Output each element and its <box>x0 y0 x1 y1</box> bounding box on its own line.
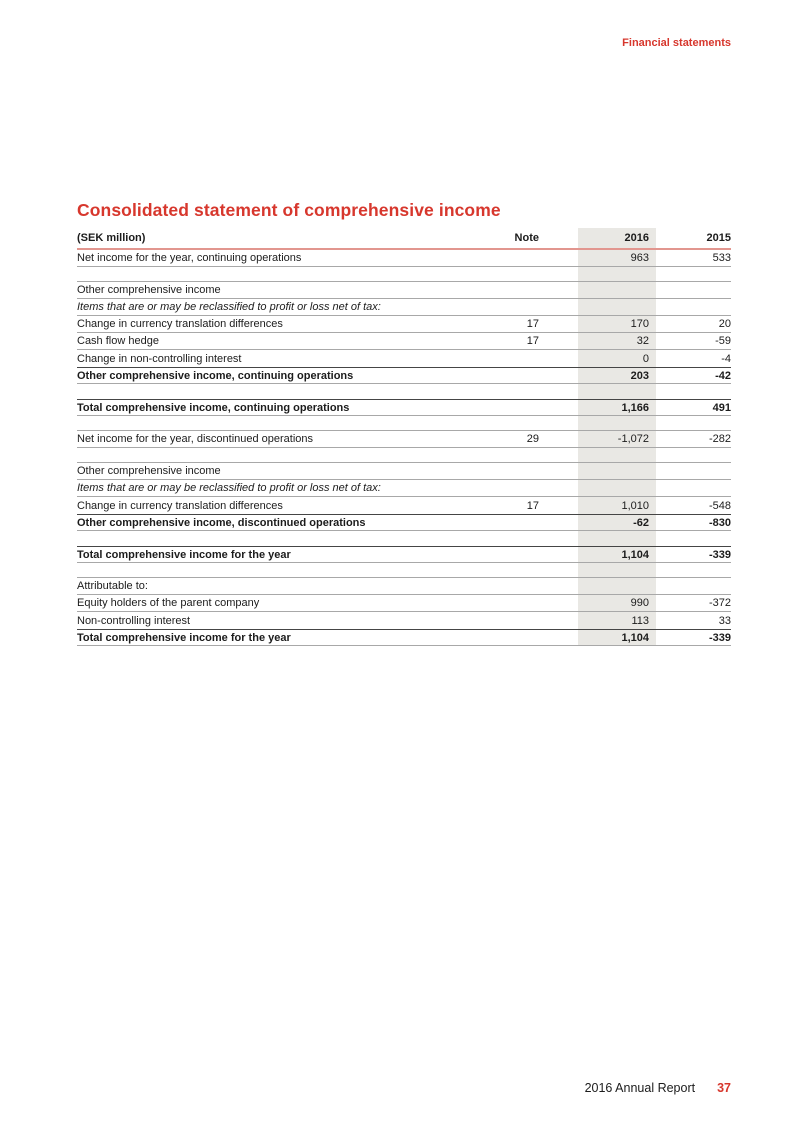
row-value-2015: 533 <box>712 252 731 264</box>
table-row <box>77 384 731 399</box>
row-value-2016: 990 <box>630 597 649 609</box>
row-value-2016: 203 <box>630 369 649 382</box>
row-value-2015: -339 <box>708 548 731 561</box>
row-label: Other comprehensive income, discontinued operations <box>77 516 366 529</box>
table-row <box>77 546 731 563</box>
table-row <box>77 267 731 282</box>
footer-report-title: 2016 Annual Report <box>584 1081 696 1095</box>
row-label: Total comprehensive income for the year <box>77 631 291 644</box>
row-note: 17 <box>526 318 539 330</box>
row-label: Cash flow hedge <box>77 335 159 347</box>
row-value-2016: 1,010 <box>621 499 649 512</box>
row-value-2016: 963 <box>630 252 649 264</box>
row-value-2015: -282 <box>708 433 731 445</box>
table-row <box>77 612 731 629</box>
table-row <box>77 463 731 480</box>
page-footer <box>585 1081 731 1095</box>
row-label: Attributable to: <box>77 580 148 592</box>
row-value-2015: -42 <box>715 369 731 382</box>
row-note: 17 <box>526 499 539 512</box>
row-value-2016: 32 <box>636 335 649 347</box>
comprehensive-income-table <box>77 228 731 646</box>
row-value-2016: 113 <box>631 614 649 627</box>
column-header-note: Note <box>514 232 539 244</box>
table-row <box>77 531 731 546</box>
row-value-2015: 20 <box>718 318 731 330</box>
table-row <box>77 563 731 578</box>
row-label: Total comprehensive income, continuing operations <box>77 401 350 414</box>
row-value-2015: -339 <box>708 631 731 644</box>
table-row <box>77 282 731 299</box>
table-row <box>77 250 731 267</box>
table-row <box>77 350 731 367</box>
table-row <box>77 448 731 463</box>
section-header-label: Financial statements <box>622 37 731 49</box>
row-value-2015: -548 <box>708 499 731 512</box>
column-header-2016: 2016 <box>624 232 649 244</box>
row-note: 29 <box>526 433 539 445</box>
table-header-row <box>77 228 731 250</box>
row-value-2016: -62 <box>633 516 649 529</box>
row-value-2015: -4 <box>721 352 731 365</box>
table-row <box>77 514 731 531</box>
table-row <box>77 399 731 416</box>
row-label: Total comprehensive income for the year <box>77 548 291 561</box>
row-value-2015: -830 <box>708 516 731 529</box>
row-label: Net income for the year, continuing operations <box>77 252 302 264</box>
row-value-2015: 33 <box>718 614 731 627</box>
page-title: Consolidated statement of comprehensive income <box>77 200 501 220</box>
row-label: Items that are or may be reclassified to profit or loss net of tax: <box>77 301 381 313</box>
table-row <box>77 497 731 514</box>
row-label: Change in currency translation differences <box>77 318 283 330</box>
table-row <box>77 431 731 448</box>
row-label: Other comprehensive income <box>77 465 221 477</box>
row-note: 17 <box>526 335 539 347</box>
row-label: Equity holders of the parent company <box>77 597 260 609</box>
row-value-2015: -372 <box>708 597 731 609</box>
row-value-2016: 1,104 <box>621 548 649 561</box>
table-body <box>77 250 731 646</box>
table-row <box>77 416 731 431</box>
row-label: Net income for the year, discontinued operations <box>77 433 314 445</box>
row-label: Other comprehensive income <box>77 284 221 296</box>
table-row <box>77 629 731 646</box>
row-value-2016: 1,104 <box>621 631 649 644</box>
column-header-sek-million: (SEK million) <box>77 232 146 244</box>
row-value-2016: -1,072 <box>617 433 649 445</box>
table-row <box>77 595 731 612</box>
table-row <box>77 333 731 350</box>
table-row <box>77 367 731 384</box>
column-header-2015: 2015 <box>706 232 731 244</box>
row-label: Other comprehensive income, continuing operations <box>77 369 354 382</box>
row-value-2016: 0 <box>642 352 649 365</box>
row-label: Change in currency translation differences <box>77 499 283 512</box>
row-label: Change in non-controlling interest <box>77 352 242 365</box>
table-row <box>77 299 731 316</box>
row-label: Items that are or may be reclassified to profit or loss net of tax: <box>77 482 381 494</box>
page-number: 37 <box>717 1081 731 1095</box>
table-row <box>77 316 731 333</box>
row-label: Non-controlling interest <box>77 614 191 627</box>
row-value-2016: 170 <box>630 318 649 330</box>
table-row <box>77 578 731 595</box>
row-value-2015: -59 <box>715 335 731 347</box>
row-value-2016: 1,166 <box>621 401 649 414</box>
row-value-2015: 491 <box>712 401 731 414</box>
table-row <box>77 480 731 497</box>
